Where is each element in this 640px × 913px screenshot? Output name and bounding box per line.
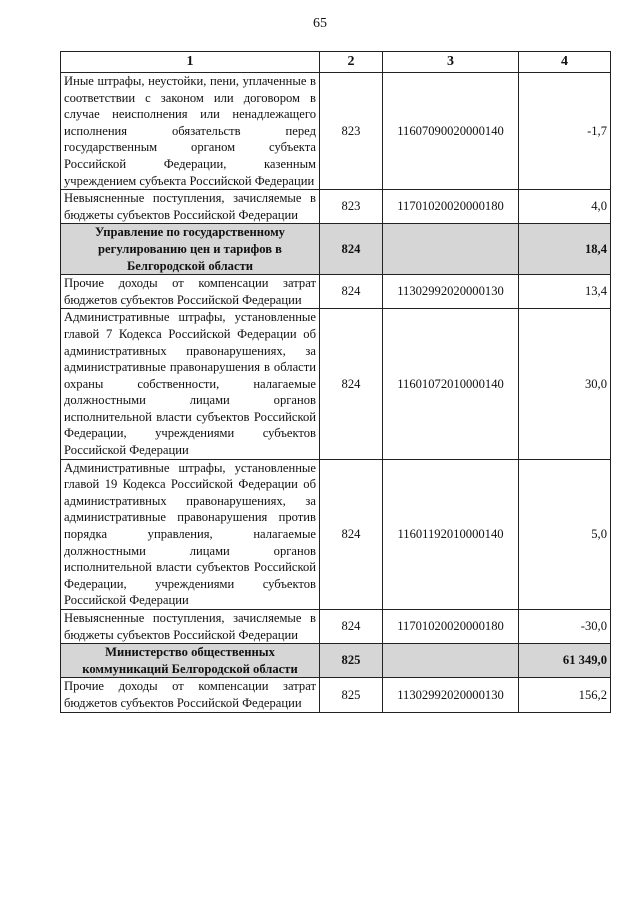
table-row <box>61 459 611 609</box>
section-row <box>61 224 611 275</box>
row-kbk: 11701020020000180 <box>383 610 519 644</box>
row-description: Административные штрафы, установленные главой 19 Кодекса Российской Федерации об административных правонарушениях, за административные правонарушения против порядка управления, налагаемые должностными лицами органов исполнительной власти субъектов Российской Федерации, учреждениями субъектов Российской Федерации <box>61 459 320 609</box>
row-description: Прочие доходы от компенсации затрат бюджетов субъектов Российской Федерации <box>61 275 320 309</box>
table-row <box>61 275 611 309</box>
table-row <box>61 610 611 644</box>
table-row <box>61 678 611 712</box>
row-kbk: 11302992020000130 <box>383 275 519 309</box>
section-code: 824 <box>320 224 383 275</box>
row-amount: 13,4 <box>519 275 611 309</box>
row-description: Административные штрафы, установленные главой 7 Кодекса Российской Федерации об административных правонарушениях, за административные правонарушения в области охраны собственности, налагаемые должностными лицами органов исполнительной власти субъектов Российской Федерации, учреждениями субъектов Российской Федерации <box>61 309 320 459</box>
row-amount: 4,0 <box>519 190 611 224</box>
table-row <box>61 73 611 190</box>
column-header: 4 <box>519 52 611 73</box>
section-kbk <box>383 224 519 275</box>
row-description: Невыясненные поступления, зачисляемые в бюджеты субъектов Российской Федерации <box>61 610 320 644</box>
row-code: 824 <box>320 610 383 644</box>
table-row <box>61 309 611 459</box>
table-row <box>61 190 611 224</box>
row-description: Иные штрафы, неустойки, пени, уплаченные в соответствии с законом или договором в случае неисполнения или ненадлежащего исполнения обязательств перед государственным органом субъекта Российской Федерации, казенным учреждением субъекта Российской Федерации <box>61 73 320 190</box>
row-code: 824 <box>320 459 383 609</box>
row-amount: 156,2 <box>519 678 611 712</box>
row-kbk: 11601072010000140 <box>383 309 519 459</box>
row-code: 825 <box>320 678 383 712</box>
row-amount: -1,7 <box>519 73 611 190</box>
row-kbk: 11701020020000180 <box>383 190 519 224</box>
row-amount: -30,0 <box>519 610 611 644</box>
section-code: 825 <box>320 644 383 678</box>
budget-table <box>60 51 611 713</box>
page-number: 65 <box>313 16 327 31</box>
row-kbk: 11302992020000130 <box>383 678 519 712</box>
section-row <box>61 644 611 678</box>
row-amount: 5,0 <box>519 459 611 609</box>
row-amount: 30,0 <box>519 309 611 459</box>
row-kbk: 11607090020000140 <box>383 73 519 190</box>
section-amount: 61 349,0 <box>519 644 611 678</box>
row-kbk: 11601192010000140 <box>383 459 519 609</box>
section-title: Министерство общественных коммуникаций Белгородской области <box>61 644 320 678</box>
row-code: 823 <box>320 190 383 224</box>
row-code: 823 <box>320 73 383 190</box>
section-title: Управление по государственному регулированию цен и тарифов в Белгородской области <box>61 224 320 275</box>
column-header: 2 <box>320 52 383 73</box>
row-description: Невыясненные поступления, зачисляемые в бюджеты субъектов Российской Федерации <box>61 190 320 224</box>
section-kbk <box>383 644 519 678</box>
row-description: Прочие доходы от компенсации затрат бюджетов субъектов Российской Федерации <box>61 678 320 712</box>
column-header: 3 <box>383 52 519 73</box>
row-code: 824 <box>320 275 383 309</box>
row-code: 824 <box>320 309 383 459</box>
column-header: 1 <box>61 52 320 73</box>
section-amount: 18,4 <box>519 224 611 275</box>
table-header-row <box>61 52 611 73</box>
